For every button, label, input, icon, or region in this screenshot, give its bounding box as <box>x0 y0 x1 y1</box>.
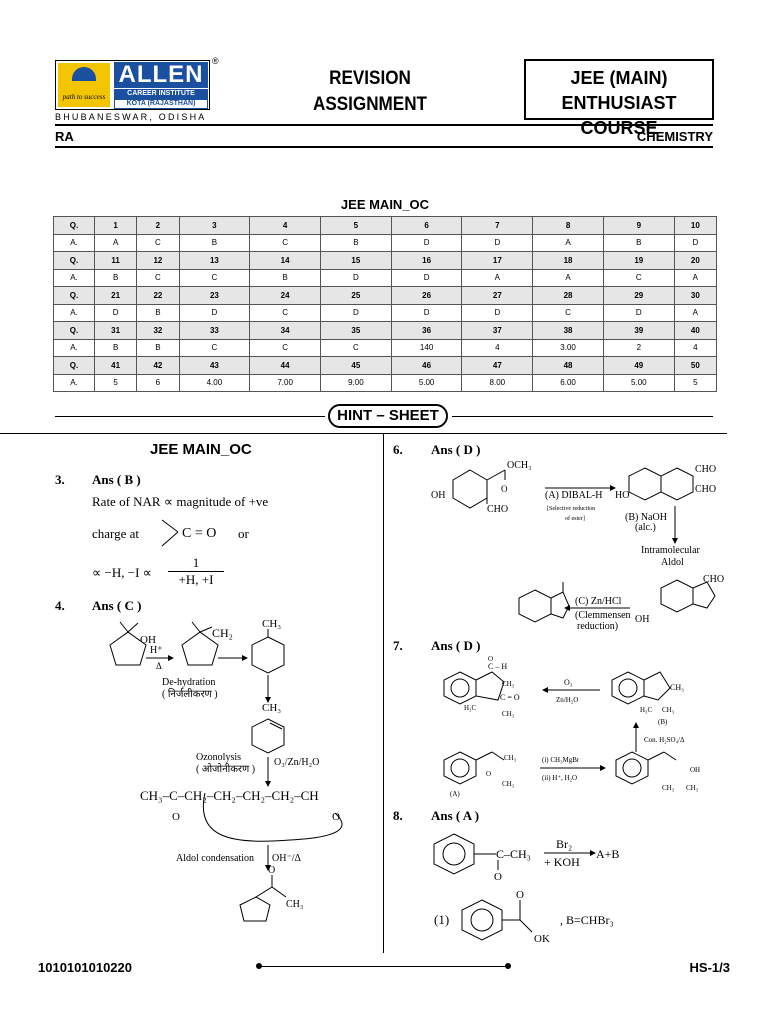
question-number-cell: 44 <box>250 357 321 375</box>
answer-cell: B <box>603 234 674 252</box>
question-number-cell: 37 <box>462 322 533 340</box>
question-number-cell: 47 <box>462 357 533 375</box>
q6-oh3: OH <box>635 614 650 625</box>
question-number-cell: 24 <box>250 287 321 305</box>
question-number-cell: 40 <box>674 322 716 340</box>
question-number-cell: 17 <box>462 252 533 270</box>
answer-cell: 3.00 <box>533 339 604 357</box>
question-row <box>54 357 717 375</box>
question-number-cell: 22 <box>137 287 179 305</box>
answer-row <box>54 269 717 287</box>
answer-cell: D <box>391 269 462 287</box>
q7-ch3-b2: CH₃ <box>662 706 675 714</box>
section-divider <box>0 433 727 434</box>
question-number-cell: 29 <box>603 287 674 305</box>
q6-answer: Ans ( D ) <box>431 442 481 457</box>
q8-koh: + KOH <box>544 855 580 869</box>
question-number-cell: 11 <box>95 252 137 270</box>
question-number-cell: 48 <box>533 357 604 375</box>
row-header: Q. <box>54 357 95 375</box>
answer-cell: D <box>391 234 462 252</box>
q3-number: 3. <box>55 472 65 487</box>
logo-location: KOTA (RAJASTHAN) <box>114 99 208 109</box>
answer-cell: D <box>321 304 392 322</box>
question-number-cell: 36 <box>391 322 462 340</box>
question-number-cell: 50 <box>674 357 716 375</box>
question-number-cell: 23 <box>179 287 250 305</box>
answer-cell: B <box>95 339 137 357</box>
q4-dehydration-hi: ( निर्जलीकरण ) <box>162 689 218 700</box>
q7-c-o: C = O <box>500 693 520 702</box>
answer-cell: 9.00 <box>321 374 392 392</box>
question-row <box>54 287 717 305</box>
row-header: A. <box>54 234 95 252</box>
question-number-cell: 41 <box>95 357 137 375</box>
q3-proportional: ∝ −H, −I ∝ <box>92 565 152 580</box>
q7-ch3-d2: CH₃ <box>686 784 699 792</box>
answer-cell: D <box>321 269 392 287</box>
q7-oh-d: OH <box>690 766 701 774</box>
header-divider <box>55 124 713 126</box>
answer-cell: C <box>533 304 604 322</box>
answer-cell: C <box>250 339 321 357</box>
q4-chain: CH₃–C–CH₂–CH₂–CH₂–CH₂–CH <box>140 788 319 803</box>
q4-prod-o: O <box>268 865 276 876</box>
q6-step-c3: reduction) <box>577 621 619 632</box>
answer-cell: A <box>462 269 533 287</box>
q8-number: 8. <box>393 808 403 823</box>
question-number-cell: 43 <box>179 357 250 375</box>
q6-ho: HO <box>615 490 630 501</box>
question-number-cell: 5 <box>321 217 392 235</box>
question-row <box>54 217 717 235</box>
logo-emblem-icon <box>58 63 110 107</box>
answer-cell: 7.00 <box>250 374 321 392</box>
q7-label-b: (B) <box>658 718 668 726</box>
answer-cell: D <box>179 304 250 322</box>
q3-carbonyl-diagram <box>160 518 240 554</box>
q7-ch3-1: CH₃ <box>502 680 515 688</box>
banner-rule-left <box>55 416 325 417</box>
q4-aldol: Aldol condensation <box>176 853 255 864</box>
row-header: A. <box>54 374 95 392</box>
question-number-cell: 35 <box>321 322 392 340</box>
q4-number: 4. <box>55 598 65 613</box>
footer-dot-left <box>256 963 262 969</box>
answer-row <box>54 374 717 392</box>
q6-reaction-scheme <box>425 458 725 633</box>
answer-cell: D <box>462 304 533 322</box>
q3-frac-num: 1 <box>192 555 200 570</box>
answer-cell: B <box>179 234 250 252</box>
answer-cell: D <box>462 234 533 252</box>
question-number-cell: 42 <box>137 357 179 375</box>
answer-cell: 2 <box>603 339 674 357</box>
q6-cho2a: CHO <box>695 464 717 475</box>
answer-cell: C <box>179 339 250 357</box>
question-number-cell: 1 <box>95 217 137 235</box>
question-number-cell: 14 <box>250 252 321 270</box>
q8-answer: Ans ( A ) <box>431 808 480 823</box>
question-number-cell: 30 <box>674 287 716 305</box>
q3-line2: charge at <box>92 526 140 541</box>
q6-intra1: Intramolecular <box>641 545 700 556</box>
q7-o3: O₃ <box>564 678 573 687</box>
question-number-cell: 2 <box>137 217 179 235</box>
q6-oh: OH <box>431 490 446 501</box>
question-number-cell: 39 <box>603 322 674 340</box>
q4-ch3-a: CH₃ <box>262 618 282 630</box>
q8-br2: Br₂ <box>556 837 573 851</box>
q7-answer: Ans ( D ) <box>431 638 481 653</box>
q6-step-a: (A) DIBAL-H <box>545 490 603 501</box>
answer-cell: D <box>95 304 137 322</box>
answer-cell: 6 <box>137 374 179 392</box>
answer-cell: C <box>603 269 674 287</box>
q4-delta: Δ <box>156 661 162 671</box>
answer-cell: B <box>321 234 392 252</box>
registered-mark: ® <box>212 56 219 66</box>
question-number-cell: 28 <box>533 287 604 305</box>
answer-cell: 4 <box>674 339 716 357</box>
title-line-2: ASSIGNMENT <box>312 94 428 115</box>
question-number-cell: 19 <box>603 252 674 270</box>
q6-step-c2: (Clemmensen <box>575 610 631 621</box>
answer-cell: 8.00 <box>462 374 533 392</box>
q8-o: O <box>494 871 502 883</box>
answer-cell: 5 <box>95 374 137 392</box>
row-header: Q. <box>54 217 95 235</box>
q7-c-o-h: C – H <box>488 662 508 671</box>
q8-reaction-scheme <box>430 826 720 956</box>
q7-ch3-b1: CH₃ <box>670 683 684 692</box>
column-divider <box>383 433 384 953</box>
question-number-cell: 27 <box>462 287 533 305</box>
hint-sheet-banner: HINT – SHEET <box>328 404 448 428</box>
q4-ch2: CH₂ <box>212 626 233 640</box>
answer-cell: C <box>179 269 250 287</box>
row-header: Q. <box>54 287 95 305</box>
answer-cell: C <box>137 234 179 252</box>
question-row <box>54 322 717 340</box>
q4-reaction-scheme <box>90 615 380 935</box>
q3-carbonyl: C = O <box>182 526 217 541</box>
answer-cell: A <box>674 304 716 322</box>
q6-och3: OCH₃ <box>507 460 532 471</box>
question-number-cell: 12 <box>137 252 179 270</box>
question-number-cell: 8 <box>533 217 604 235</box>
question-number-cell: 6 <box>391 217 462 235</box>
course-line-1: JEE (MAIN) <box>570 68 668 88</box>
q4-ozonolysis-reagent: O₃/Zn/H₂O <box>274 757 320 768</box>
answer-cell: B <box>95 269 137 287</box>
answer-cell: C <box>137 269 179 287</box>
row-header: A. <box>54 269 95 287</box>
q7-h3c-b: H₃C <box>640 706 653 714</box>
question-number-cell: 15 <box>321 252 392 270</box>
question-number-cell: 9 <box>603 217 674 235</box>
question-number-cell: 4 <box>250 217 321 235</box>
logo-sun-icon <box>72 67 96 81</box>
q4-prod-ch3: CH₃ <box>286 899 304 910</box>
course-line-2: ENTHUSIAST COURSE <box>561 93 677 138</box>
answer-cell: 4.00 <box>179 374 250 392</box>
q4-dehydration: De-hydration <box>162 677 216 688</box>
answer-cell: C <box>250 234 321 252</box>
q4-o1: O <box>172 811 180 823</box>
q6-step-a-note1: [Selective reduction <box>547 506 596 512</box>
question-number-cell: 49 <box>603 357 674 375</box>
row-header: Q. <box>54 252 95 270</box>
q4-o2: O <box>332 811 340 823</box>
q4-oh: OH <box>140 634 156 646</box>
question-row <box>54 252 717 270</box>
q3-line1: Rate of NAR ∝ magnitude of +ve <box>92 494 269 509</box>
q4-h-plus: H⁺ <box>150 645 163 656</box>
q8-c-ch3: C–CH₃ <box>496 847 531 861</box>
q7-ch3-a1: CH₃ <box>504 754 517 762</box>
subheader-divider <box>55 146 713 148</box>
answer-cell: 4 <box>462 339 533 357</box>
title-line-1: REVISION <box>329 68 411 89</box>
row-header: Q. <box>54 322 95 340</box>
q6-o: O <box>501 484 508 494</box>
answer-key-table <box>53 216 717 392</box>
answer-cell: C <box>250 304 321 322</box>
q4-ch3-b: CH₃ <box>262 702 282 714</box>
q7-zn: Zn/H₂O <box>556 696 579 704</box>
answer-key-title: JEE MAIN_OC <box>340 197 430 212</box>
answer-cell: 5.00 <box>603 374 674 392</box>
question-number-cell: 32 <box>137 322 179 340</box>
answer-cell: A <box>95 234 137 252</box>
answer-cell: D <box>603 304 674 322</box>
q6-step-b2: (alc.) <box>635 522 656 533</box>
q7-number: 7. <box>393 638 403 653</box>
question-number-cell: 7 <box>462 217 533 235</box>
q7-o-a: O <box>486 770 492 778</box>
q6-number: 6. <box>393 442 403 457</box>
q8-part1: (1) <box>434 912 450 927</box>
question-number-cell: 25 <box>321 287 392 305</box>
question-number-cell: 3 <box>179 217 250 235</box>
question-number-cell: 20 <box>674 252 716 270</box>
q3-or: or <box>238 526 249 541</box>
answer-cell: B <box>137 339 179 357</box>
q3-answer: Ans ( B ) <box>92 472 141 487</box>
q4-aldol-reagent: OH⁻/Δ <box>272 853 301 864</box>
q3-frac-den: +H, +I <box>168 571 224 588</box>
q7-reaction-scheme <box>440 655 720 800</box>
question-number-cell: 13 <box>179 252 250 270</box>
question-number-cell: 45 <box>321 357 392 375</box>
row-header: A. <box>54 339 95 357</box>
q6-step-a-note2: of ester] <box>565 516 585 522</box>
q6-cho: CHO <box>487 504 509 515</box>
allen-logo <box>55 60 210 110</box>
q3-fraction <box>168 555 224 588</box>
q7-ch3-a2: CH₃ <box>502 780 515 788</box>
question-number-cell: 33 <box>179 322 250 340</box>
q7-grignard2: (ii) H⁺, H₂O <box>542 774 578 782</box>
logo-brand: ALLEN <box>114 62 208 88</box>
q6-intra2: Aldol <box>661 557 684 568</box>
q6-cho3: CHO <box>703 574 725 585</box>
question-number-cell: 34 <box>250 322 321 340</box>
answer-cell: B <box>137 304 179 322</box>
answer-row <box>54 339 717 357</box>
answer-cell: D <box>674 234 716 252</box>
q7-h3c: H₃C <box>464 704 477 712</box>
answer-row <box>54 304 717 322</box>
q6-step-b1: (B) NaOH <box>625 512 667 523</box>
question-number-cell: 21 <box>95 287 137 305</box>
logo-tagline: path to success <box>62 93 106 101</box>
q7-ch3-2: CH₃ <box>502 710 515 718</box>
answer-cell: 140 <box>391 339 462 357</box>
q6-step-c1: (C) Zn/HCl <box>575 596 622 607</box>
page-title <box>307 66 433 118</box>
subject-label: CHEMISTRY <box>636 129 713 144</box>
answer-cell: A <box>674 269 716 287</box>
q4-ozonolysis-hi: ( ओजोनीकरण ) <box>196 764 256 775</box>
left-tag: RA <box>55 129 74 144</box>
row-header: A. <box>54 304 95 322</box>
answer-cell: 6.00 <box>533 374 604 392</box>
answer-cell: C <box>321 339 392 357</box>
footer-dot-right <box>505 963 511 969</box>
q8-b: , B=CHBr₃ <box>560 913 614 927</box>
q4-ozonolysis: Ozonolysis <box>196 752 241 763</box>
answer-row <box>54 234 717 252</box>
question-number-cell: 10 <box>674 217 716 235</box>
q8-ok: OK <box>534 933 550 945</box>
question-number-cell: 16 <box>391 252 462 270</box>
question-number-cell: 31 <box>95 322 137 340</box>
answer-cell: 5.00 <box>391 374 462 392</box>
q8-o2: O <box>516 889 524 901</box>
question-number-cell: 18 <box>533 252 604 270</box>
q7-ch3-d1: CH₃ <box>662 784 675 792</box>
answer-cell: 5 <box>674 374 716 392</box>
q8-prod: A+B <box>596 847 620 861</box>
banner-rule-right <box>452 416 713 417</box>
answer-cell: A <box>533 269 604 287</box>
q6-cho2b: CHO <box>695 484 717 495</box>
question-number-cell: 38 <box>533 322 604 340</box>
footer-rule <box>258 966 508 967</box>
city-label: BHUBANESWAR, ODISHA <box>55 112 207 122</box>
answer-cell: A <box>533 234 604 252</box>
logo-subtitle: CAREER INSTITUTE <box>114 89 208 99</box>
question-number-cell: 46 <box>391 357 462 375</box>
answer-cell: D <box>391 304 462 322</box>
document-id: 1010101010220 <box>38 960 132 975</box>
answer-cell: B <box>250 269 321 287</box>
q4-answer: Ans ( C ) <box>92 598 142 613</box>
page-number: HS-1/3 <box>689 960 730 975</box>
question-number-cell: 26 <box>391 287 462 305</box>
q7-label-a: (A) <box>450 790 460 798</box>
q7-o-top: O <box>488 655 494 663</box>
section-title: JEE MAIN_OC <box>150 441 252 458</box>
q7-grignard1: (i) CH₃MgBr <box>542 756 580 764</box>
q7-con: Con. H₂SO₄/Δ <box>644 736 685 744</box>
